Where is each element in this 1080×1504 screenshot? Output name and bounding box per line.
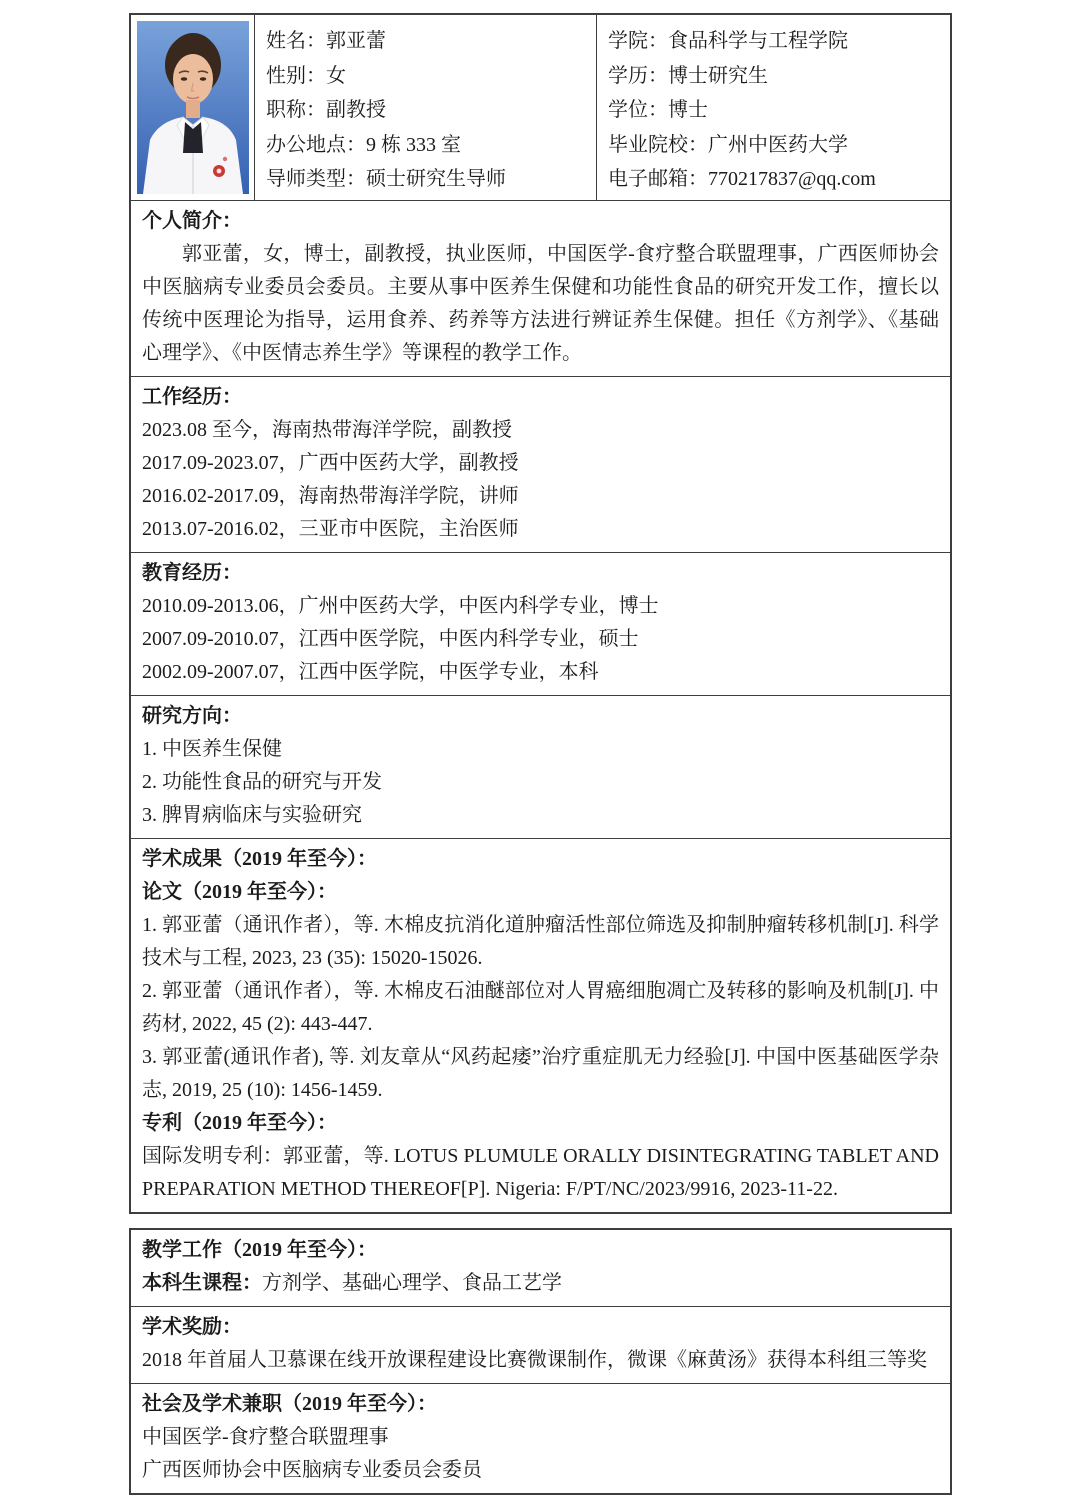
basic-info-row (131, 15, 950, 200)
field-supervisor-type (266, 162, 590, 191)
profile-photo (137, 21, 249, 194)
patent-item: 国际发明专利：郭亚蕾，等. LOTUS PLUMULE ORALLY DISINTEGRATING TABLET AND PREPARATION METHOD THEREOF[P]. Nigeria: F/PT/NC/2023/9916, 2023-11-22. (142, 1145, 939, 1200)
patents-subsection-title: 专利（2019 年至今）： (142, 1112, 337, 1134)
field-education-level-label: 学历： (608, 64, 668, 87)
position-item: 广西医师协会中医脑病专业委员会委员 (142, 1459, 482, 1481)
section-work-history (131, 376, 950, 552)
work-history-item: 2023.08 至今，海南热带海洋学院，副教授 (142, 419, 512, 441)
section-teaching-work-title: 教学工作（2019 年至今）： (142, 1239, 377, 1261)
field-graduate-school-label: 毕业院校： (608, 133, 708, 156)
education-history-item: 2010.09-2013.06，广州中医药大学，中医内科学专业，博士 (142, 595, 659, 617)
section-education-history (131, 552, 950, 695)
paper-item: 2. 郭亚蕾（通讯作者），等. 木棉皮石油醚部位对人胃癌细胞凋亡及转移的影响及机制[J]. 中药材, 2022, 45 (2): 443-447. (142, 980, 939, 1035)
basic-info-right-column (597, 15, 950, 200)
work-history-item: 2017.09-2023.07，广西中医药大学，副教授 (142, 452, 519, 474)
field-degree-value: 博士 (668, 99, 708, 121)
field-graduate-school (608, 128, 944, 157)
papers-subsection-title: 论文（2019 年至今）： (142, 881, 337, 903)
section-education-history-title: 教育经历： (142, 562, 242, 584)
work-history-item: 2016.02-2017.09，海南热带海洋学院，讲师 (142, 485, 519, 507)
education-history-item: 2002.09-2007.07，江西中医学院，中医学专业，本科 (142, 661, 599, 683)
field-gender-value: 女 (326, 64, 346, 87)
field-education-level (608, 59, 944, 88)
field-gender-label: 性别： (266, 64, 326, 87)
secondary-table (129, 1228, 952, 1495)
research-direction-item: 2. 功能性食品的研究与开发 (142, 771, 382, 793)
undergraduate-courses-label: 本科生课程： (142, 1272, 262, 1294)
section-social-academic-positions-title: 社会及学术兼职（2019 年至今）： (142, 1393, 437, 1415)
section-personal-intro (131, 200, 950, 376)
field-education-level-value: 博士研究生 (668, 64, 768, 87)
field-college (608, 24, 944, 53)
field-email (608, 162, 944, 191)
education-history-item: 2007.09-2010.07，江西中医学院，中医内科学专业，硕士 (142, 628, 639, 650)
work-history-item: 2013.07-2016.02，三亚市中医院，主治医师 (142, 518, 519, 540)
section-teaching-work (131, 1230, 950, 1306)
field-name-label: 姓名： (266, 30, 326, 52)
position-item: 中国医学-食疗整合联盟理事 (142, 1426, 389, 1448)
basic-info-left-column (255, 15, 597, 200)
field-degree-label: 学位： (608, 99, 668, 121)
section-academic-awards (131, 1306, 950, 1383)
paper-item: 1. 郭亚蕾（通讯作者），等. 木棉皮抗消化道肿瘤活性部位筛选及抑制肿瘤转移机制[J]. 科学技术与工程, 2023, 23 (35): 15020-15026. (142, 914, 939, 969)
field-supervisor-type-label: 导师类型： (266, 168, 366, 190)
field-office-label: 办公地点： (266, 133, 366, 156)
section-academic-awards-title: 学术奖励： (142, 1316, 242, 1338)
section-academic-achievements (131, 838, 950, 1212)
field-title (266, 93, 590, 122)
field-supervisor-type-value: 硕士研究生导师 (366, 168, 506, 190)
section-social-academic-positions (131, 1383, 950, 1493)
table-gap (129, 1214, 952, 1228)
field-title-label: 职称： (266, 99, 326, 121)
profile-photo-cell (131, 15, 255, 200)
field-gender (266, 59, 590, 88)
undergraduate-courses-row (142, 1267, 939, 1300)
section-research-directions (131, 695, 950, 838)
award-item: 2018 年首届人卫慕课在线开放课程建设比赛微课制作，微课《麻黄汤》获得本科组三等奖 (142, 1349, 927, 1371)
field-office (266, 128, 590, 157)
research-direction-item: 3. 脾胃病临床与实验研究 (142, 804, 362, 826)
personal-intro-paragraph: 郭亚蕾，女，博士，副教授，执业医师，中国医学-食疗整合联盟理事，广西医师协会中医脑病专业委员会委员。主要从事中医养生保健和功能性食品的研究开发工作，擅长以传统中医理论为指导，运用食养、药养等方法进行辨证养生保健。担任《方剂学》、《基础心理学》、《中医情志养生学》等课程的教学工作。 (142, 243, 939, 364)
faculty-profile-document (129, 13, 952, 1495)
field-email-label: 电子邮箱： (608, 168, 708, 190)
paper-item: 3. 郭亚蕾(通讯作者), 等. 刘友章从“风药起痿”治疗重症肌无力经验[J]. 中国中医基础医学杂志, 2019, 25 (10): 1456-1459. (142, 1046, 939, 1101)
field-degree (608, 93, 944, 122)
section-work-history-title: 工作经历： (142, 386, 242, 408)
research-direction-item: 1. 中医养生保健 (142, 738, 282, 760)
field-title-value: 副教授 (326, 99, 386, 121)
field-graduate-school-value: 广州中医药大学 (708, 133, 848, 156)
field-office-value: 9 栋 333 室 (366, 133, 461, 156)
field-name-value: 郭亚蕾 (326, 30, 386, 52)
section-research-directions-title: 研究方向： (142, 705, 242, 727)
field-college-value: 食品科学与工程学院 (668, 30, 848, 52)
section-academic-achievements-title: 学术成果（2019 年至今）： (142, 848, 377, 870)
field-email-value: 770217837@qq.com (708, 168, 876, 190)
field-name (266, 24, 590, 53)
section-personal-intro-title: 个人简介： (142, 210, 242, 232)
undergraduate-courses-value: 方剂学、基础心理学、食品工艺学 (262, 1272, 562, 1294)
field-college-label: 学院： (608, 30, 668, 52)
main-table (129, 13, 952, 1214)
